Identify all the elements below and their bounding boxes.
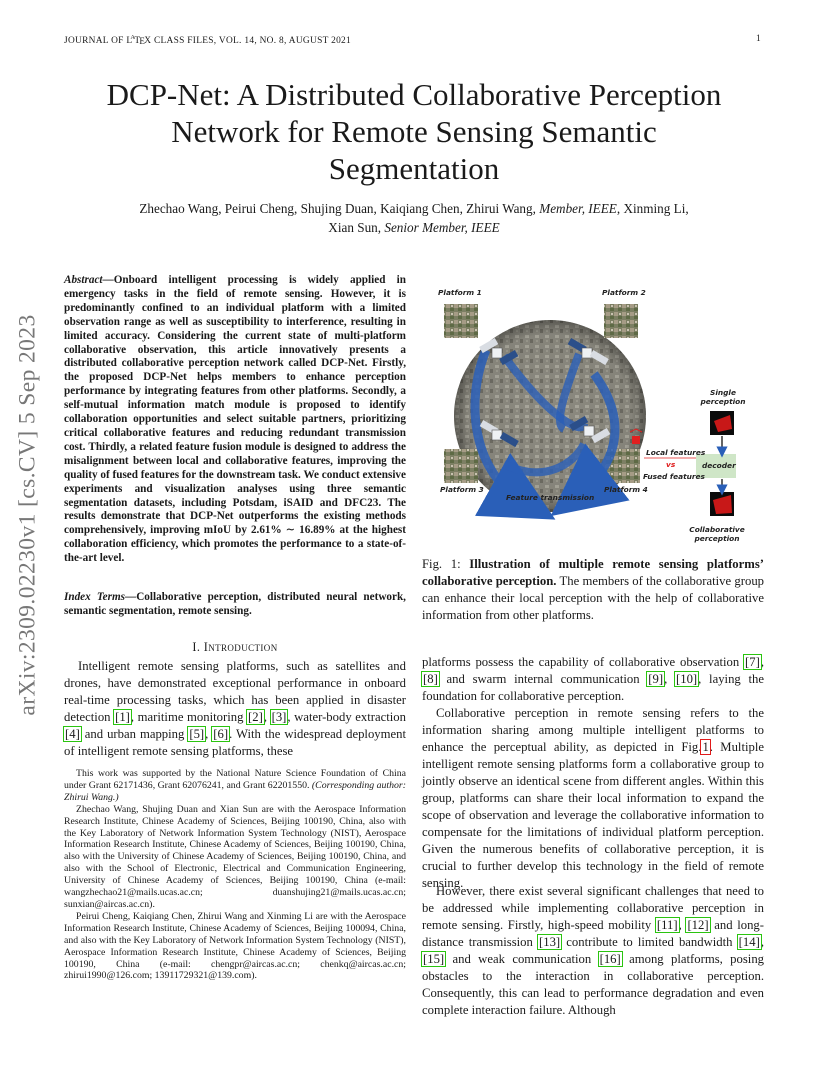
running-header	[64, 34, 351, 46]
citation-link[interactable]: [7]	[745, 655, 760, 669]
citation-link[interactable]: [2]	[248, 710, 263, 724]
citation-link[interactable]: [14]	[738, 935, 760, 949]
footnote-affiliation: Zhechao Wang, Shujing Duan and Xian Sun are with the Aerospace Information Research Institute, Chinese Academy of Sciences, Beijing 100190, China, also with the Key Laboratory of Network Information System Technology (NIST), Aerospace Information Research Institute, Chinese Academy of Sciences, Beijing 100190, China, also with the University of Chinese Academy of Sciences, Beijing 100190, China, and also with the School of Electronic, Electrical and Communication Engineering, University of Chinese Academy of Sciences, Beijing 100190, China (e-mail: wangzhechao21@mails.ucas.ac.cn; duanshujing21@mails.ucas.ac.cn; sunxian@aircas.ac.cn).	[64, 803, 406, 910]
platform-3-label: Platform 3	[440, 485, 484, 494]
intro-text: , maritime monitoring	[130, 710, 248, 724]
footnote-text: This work was supported by the National Nature Science Foundation of China under Grant 62171436, Grant 62076241, and Grant 62201550.	[64, 768, 406, 791]
intro-paragraph	[64, 658, 406, 760]
abstract-text: —Onboard intelligent processing is widely applied in emergency tasks in the field of remote sensing. However, it is predominantly confined to an individual platform with a limited observation range as well as susceptibility to interference, resulting in limited accuracy. Considering the current state of multi-platform collaborative observation, this article innovatively presents a distributed collaborative perception network called DCP-Net. Firstly, the proposed DCP-Net helps members to enhance perception performance by integrating features from other platforms. Secondly, a self-mutual information match module is proposed to identify collaboration opportunities and select suitable partners, prioritizing critical collaborative features and reducing redundant transmission cost. Thirdly, a related feature fusion module is designed to address the misalignment between local and collaborative features, improving the quality of fused features for the downstream task. We conduct extensive experiments and visualization analyses using three semantic segmentation datasets, including Potsdam, iSAID and DFC23. The results demonstrate that DCP-Net outperforms the existing methods comprehensively, improving mIoU by 2.61% ∼ 16.89% at the highest collaboration efficiency, which promotes the performance to a state-of-the-art level.	[64, 274, 406, 565]
abstract-label: Abstract	[64, 274, 103, 286]
citation-link[interactable]: [15]	[423, 952, 445, 966]
body-text: However, there exist several significant challenges that need to be addressed while implementing collaborative perception in remote sensing. Firstly, high-speed mobility	[422, 884, 764, 932]
citation-link[interactable]: [9]	[648, 672, 664, 686]
footnotes	[64, 768, 406, 982]
arxiv-id: arXiv:2309.02230v1 [cs.CV] 5 Sep 2023	[14, 314, 41, 716]
citation-link[interactable]: [3]	[271, 710, 287, 724]
body-text: and weak communication	[445, 952, 599, 966]
right-paragraph-3	[422, 883, 764, 1019]
citation-link[interactable]: [6]	[213, 727, 229, 741]
intro-text: ,	[263, 710, 271, 724]
caption-text: The members of the collaborative group can enhance their local perception with the help of collaborative information from other platforms.	[422, 574, 765, 622]
index-terms-label: Index Terms	[64, 591, 126, 603]
fused-features-label: Fused features	[643, 472, 705, 481]
decoder-label: decoder	[702, 461, 736, 470]
caption-prefix: Fig. 1:	[422, 557, 470, 571]
collaborative-label: Collaborative	[689, 525, 745, 534]
author-line	[62, 218, 766, 237]
authors-text: Zhechao Wang, Peirui Cheng, Shujing Duan, Kaiqiang Chen, Zhirui Wang,	[139, 201, 540, 216]
body-text: and swarm internal communication	[438, 672, 648, 686]
body-text: , laying the foundation for collaborative perception.	[422, 672, 764, 703]
platform-1-image	[444, 304, 478, 338]
citation-link[interactable]: [12]	[687, 918, 709, 932]
journal-name-post: CLASS FILES, VOL. 14, NO. 8, AUGUST 2021	[151, 36, 352, 47]
journal-name-pre: JOURNAL OF	[64, 36, 127, 47]
perception-label: perception	[700, 397, 746, 406]
single-perception-label	[694, 388, 752, 406]
platform-2-label: Platform 2	[602, 288, 646, 297]
body-text: ,	[664, 672, 675, 686]
local-features-label: Local features	[646, 448, 706, 457]
intro-text: , water-body extraction	[287, 710, 406, 724]
senior-member-ieee: Senior Member, IEEE	[384, 220, 500, 235]
paper-title	[60, 76, 768, 187]
body-text: platforms possess the capability of collaborative observation	[422, 655, 745, 669]
citation-link[interactable]: [1]	[115, 710, 130, 724]
body-text: contribute to limited bandwidth	[561, 935, 738, 949]
intro-text: Intelligent remote sensing platforms, such as satellites and drones, have demonstrated exceptional performance in onboard real-time processing tasks, which has been applied in disaster detection	[64, 659, 406, 724]
citation-link[interactable]: [10]	[676, 672, 698, 686]
intro-text: . With the widespread deployment of intelligent remote sensing platforms, these	[64, 727, 407, 758]
collaborative-perception-label	[688, 525, 746, 543]
index-terms	[64, 591, 406, 619]
citation-link[interactable]: [13]	[539, 935, 561, 949]
body-text: and long-distance transmission	[422, 918, 764, 949]
page-number: 1	[756, 34, 761, 44]
author-list	[62, 199, 766, 237]
latex-logo: $L^AT_EX$	[126, 34, 152, 47]
body-text: ,	[678, 918, 687, 932]
title-line: DCP-Net: A Distributed Collaborative Perception	[106, 77, 722, 112]
right-paragraph-2	[422, 705, 764, 892]
figure-1	[434, 284, 756, 550]
citation-link[interactable]: [5]	[189, 727, 205, 741]
figure-caption	[422, 556, 764, 624]
body-text: . Multiple intelligent remote sensing platforms form a collaborative group to jointly observe an identical scene from different angles. Within this group, platforms can share their local information to expand the scope of observation and leverage the collaborative information to compensate for the limitations of individual platform perception. Given the numerous benefits of collaborative perception, it is crucial to further develop this technology in the field of remote sensing.	[422, 740, 764, 890]
body-text: Collaborative perception in remote sensing refers to the information sharing among multiple intelligent platforms to enhance the perceptual ability, as depicted in Fig.	[422, 706, 764, 754]
figure-reference-link[interactable]: 1	[702, 740, 709, 754]
platform-1-label: Platform 1	[438, 288, 482, 297]
citation-link[interactable]: [8]	[423, 672, 438, 686]
vs-label: vs	[666, 460, 676, 469]
footnote-affiliation: Peirui Cheng, Kaiqiang Chen, Zhirui Wang and Xinming Li are with the Aerospace Information Research Institute, Chinese Academy of Sciences, Beijing 100094, China, and also with the Key Laboratory of Network Information System Technology (NIST), Aerospace Information Research Institute, Chinese Academy of Sciences, Beijing 100190, China (e-mail: chengpr@aircas.ac.cn; chenkq@aircas.ac.cn; zhirui1990@126.com; 13911729321@139.com).	[64, 910, 406, 982]
figure-illustration	[434, 284, 756, 550]
platform-2-image	[604, 304, 638, 338]
title-line: Network for Remote Sensing Semantic	[171, 114, 657, 149]
section-heading	[64, 640, 406, 655]
abstract	[64, 274, 406, 566]
section-heading-text: I. Introduction	[192, 640, 278, 654]
body-text: among platforms, posing obstacles to the interaction in collaborative perception. Consequently, this can lead to performance degradation and even complete interaction failure. Although	[422, 952, 765, 1017]
intro-text: and urban mapping	[80, 727, 189, 741]
member-ieee: Member, IEEE	[539, 201, 617, 216]
platform-4-label: Platform 4	[604, 485, 648, 494]
title-line: Segmentation	[328, 151, 500, 186]
caption-bold: Illustration of multiple remote sensing platforms’ collaborative perception.	[422, 557, 764, 588]
body-text: ,	[760, 655, 764, 669]
author-line	[62, 199, 766, 218]
authors-text: Xian Sun,	[328, 220, 385, 235]
authors-text: , Xinming Li,	[616, 201, 689, 216]
citation-link[interactable]: [16]	[599, 952, 621, 966]
citation-link[interactable]: [11]	[656, 918, 678, 932]
perception-label: perception	[694, 534, 740, 543]
single-label: Single	[710, 388, 736, 397]
index-terms-text: —Collaborative perception, distributed neural network, semantic segmentation, remote sensing.	[64, 591, 406, 617]
feature-transmission-label: Feature transmission	[506, 493, 595, 502]
body-text: ,	[760, 935, 764, 949]
right-paragraph-1	[422, 654, 764, 705]
intro-text: ,	[205, 727, 213, 741]
arxiv-stamp	[10, 290, 46, 740]
citation-link[interactable]: [4]	[65, 727, 80, 741]
footnote-funding	[64, 768, 406, 804]
platform-3-image	[444, 449, 478, 483]
corresponding-author: (Corresponding author: Zhirui Wang.)	[64, 779, 406, 803]
